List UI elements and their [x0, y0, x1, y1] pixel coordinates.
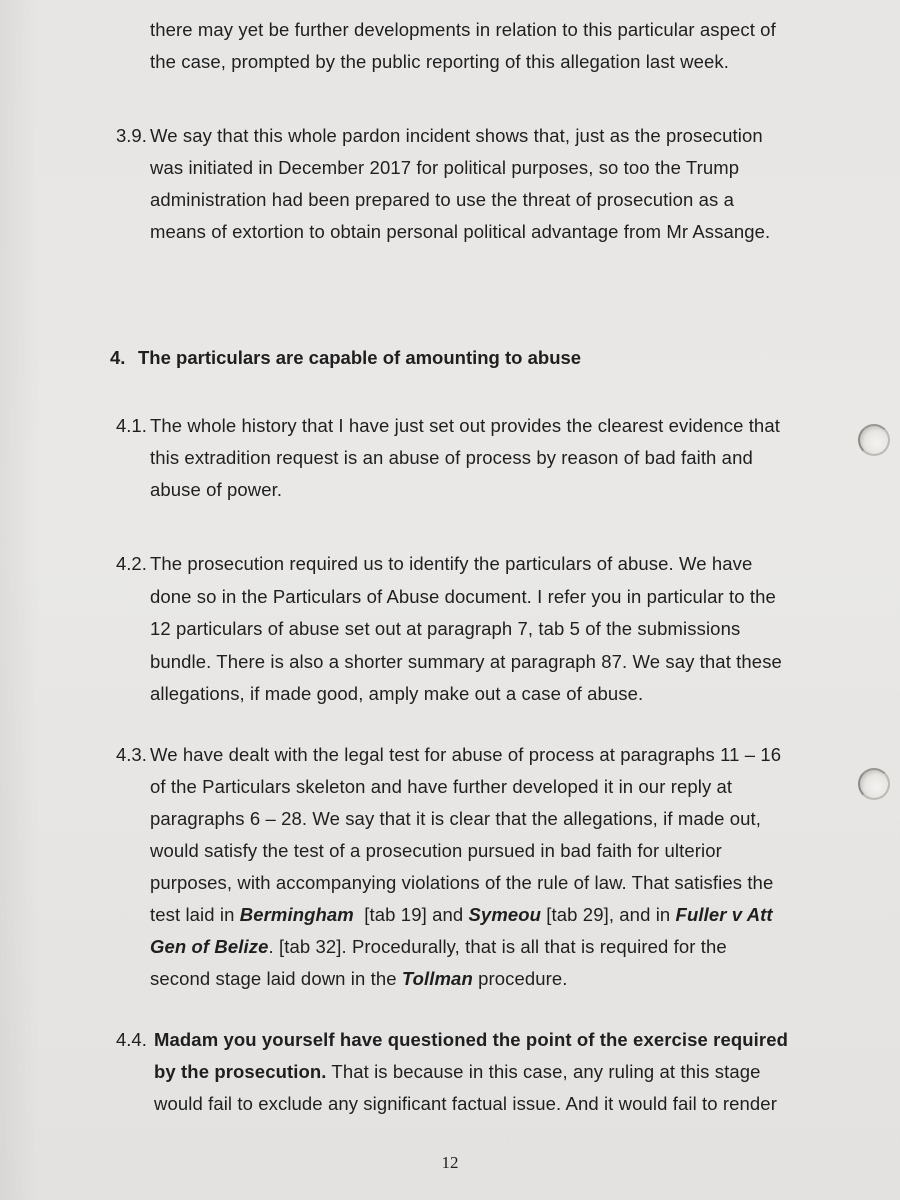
text-line: allegations, if made good, amply make out a case of abuse.: [150, 683, 644, 704]
text-run: procedure.: [472, 968, 568, 989]
text-run: [tab 19] and: [353, 904, 469, 925]
text-line: of the Particulars skeleton and have further developed it in our reply at: [150, 776, 733, 797]
text-line: paragraphs 6 – 28. We say that it is clear that the allegations, if made out,: [150, 808, 762, 829]
text-run: second stage laid down in the: [150, 968, 402, 989]
text-run: by the prosecution.: [154, 1061, 327, 1082]
text-line: would fail to exclude any significant factual issue. And it would fail to render: [154, 1093, 777, 1114]
paragraph-3-9: [150, 120, 818, 248]
page-edge-shadow: [0, 0, 40, 1200]
paragraph-3-8-continuation: [150, 14, 818, 78]
text-line: [150, 899, 818, 931]
paragraph-4-1: [150, 410, 818, 506]
text-line: [150, 931, 818, 963]
paragraph-number: 4.3.: [116, 744, 147, 765]
text-line: [150, 963, 818, 995]
section-heading: [110, 342, 581, 374]
text-run: . [tab 32]. Procedurally, that is all that is required for the: [268, 936, 727, 957]
text-line: there may yet be further developments in relation to this particular aspect of: [150, 19, 776, 40]
text-line: this extradition request is an abuse of process by reason of bad faith and: [150, 447, 753, 468]
punch-hole: [858, 424, 890, 456]
text-line: We say that this whole pardon incident shows that, just as the prosecution: [150, 125, 763, 146]
text-line: 12 particulars of abuse set out at paragraph 7, tab 5 of the submissions: [150, 618, 741, 639]
punch-hole: [858, 768, 890, 800]
page-number: 12: [441, 1153, 459, 1172]
section-title: The particulars are capable of amounting to abuse: [138, 347, 582, 368]
text-line: done so in the Particulars of Abuse document. I refer you in particular to the: [150, 585, 776, 607]
case-citation: Fuller v Att: [675, 904, 773, 925]
text-line: purposes, with accompanying violations of the rule of law. That satisfies the: [150, 872, 774, 893]
section-number: 4.: [110, 347, 126, 368]
text-line: bundle. There is also a shorter summary at paragraph 87. We say that these: [150, 650, 782, 672]
text-line: administration had been prepared to use the threat of prosecution as a: [150, 189, 734, 210]
text-run: [tab 29], and in: [541, 904, 676, 925]
paragraph-4-3: [150, 739, 818, 995]
case-citation: Symeou: [468, 904, 542, 925]
paragraph-number: 4.2.: [116, 553, 147, 574]
text-line: means of extortion to obtain personal political advantage from Mr Assange.: [150, 221, 771, 242]
paragraph-number: 3.9.: [116, 125, 147, 146]
text-line: The whole history that I have just set out provides the clearest evidence that: [150, 415, 780, 436]
text-line: the case, prompted by the public reporting of this allegation last week.: [150, 51, 729, 72]
paragraph-number: 4.1.: [116, 415, 147, 436]
text-line: [154, 1056, 818, 1088]
text-line: would satisfy the test of a prosecution pursued in bad faith for ulterior: [150, 840, 722, 861]
text-line: We have dealt with the legal test for abuse of process at paragraphs 11 – 16: [150, 744, 782, 765]
case-citation: Gen of Belize: [150, 936, 269, 957]
text-line: Madam you yourself have questioned the point of the exercise required: [154, 1029, 788, 1050]
paragraph-4-4: [154, 1024, 818, 1120]
text-line: was initiated in December 2017 for political purposes, so too the Trump: [150, 157, 740, 178]
case-citation: Bermingham: [239, 904, 354, 925]
paragraph-4-2: [150, 548, 818, 711]
text-line: The prosecution required us to identify the particulars of abuse. We have: [150, 553, 753, 574]
paragraph-number: 4.4.: [116, 1029, 147, 1050]
case-citation: Tollman: [401, 968, 473, 989]
text-run: test laid in: [150, 904, 240, 925]
text-line: abuse of power.: [150, 479, 283, 500]
text-run: That is because in this case, any ruling at this stage: [326, 1061, 761, 1082]
